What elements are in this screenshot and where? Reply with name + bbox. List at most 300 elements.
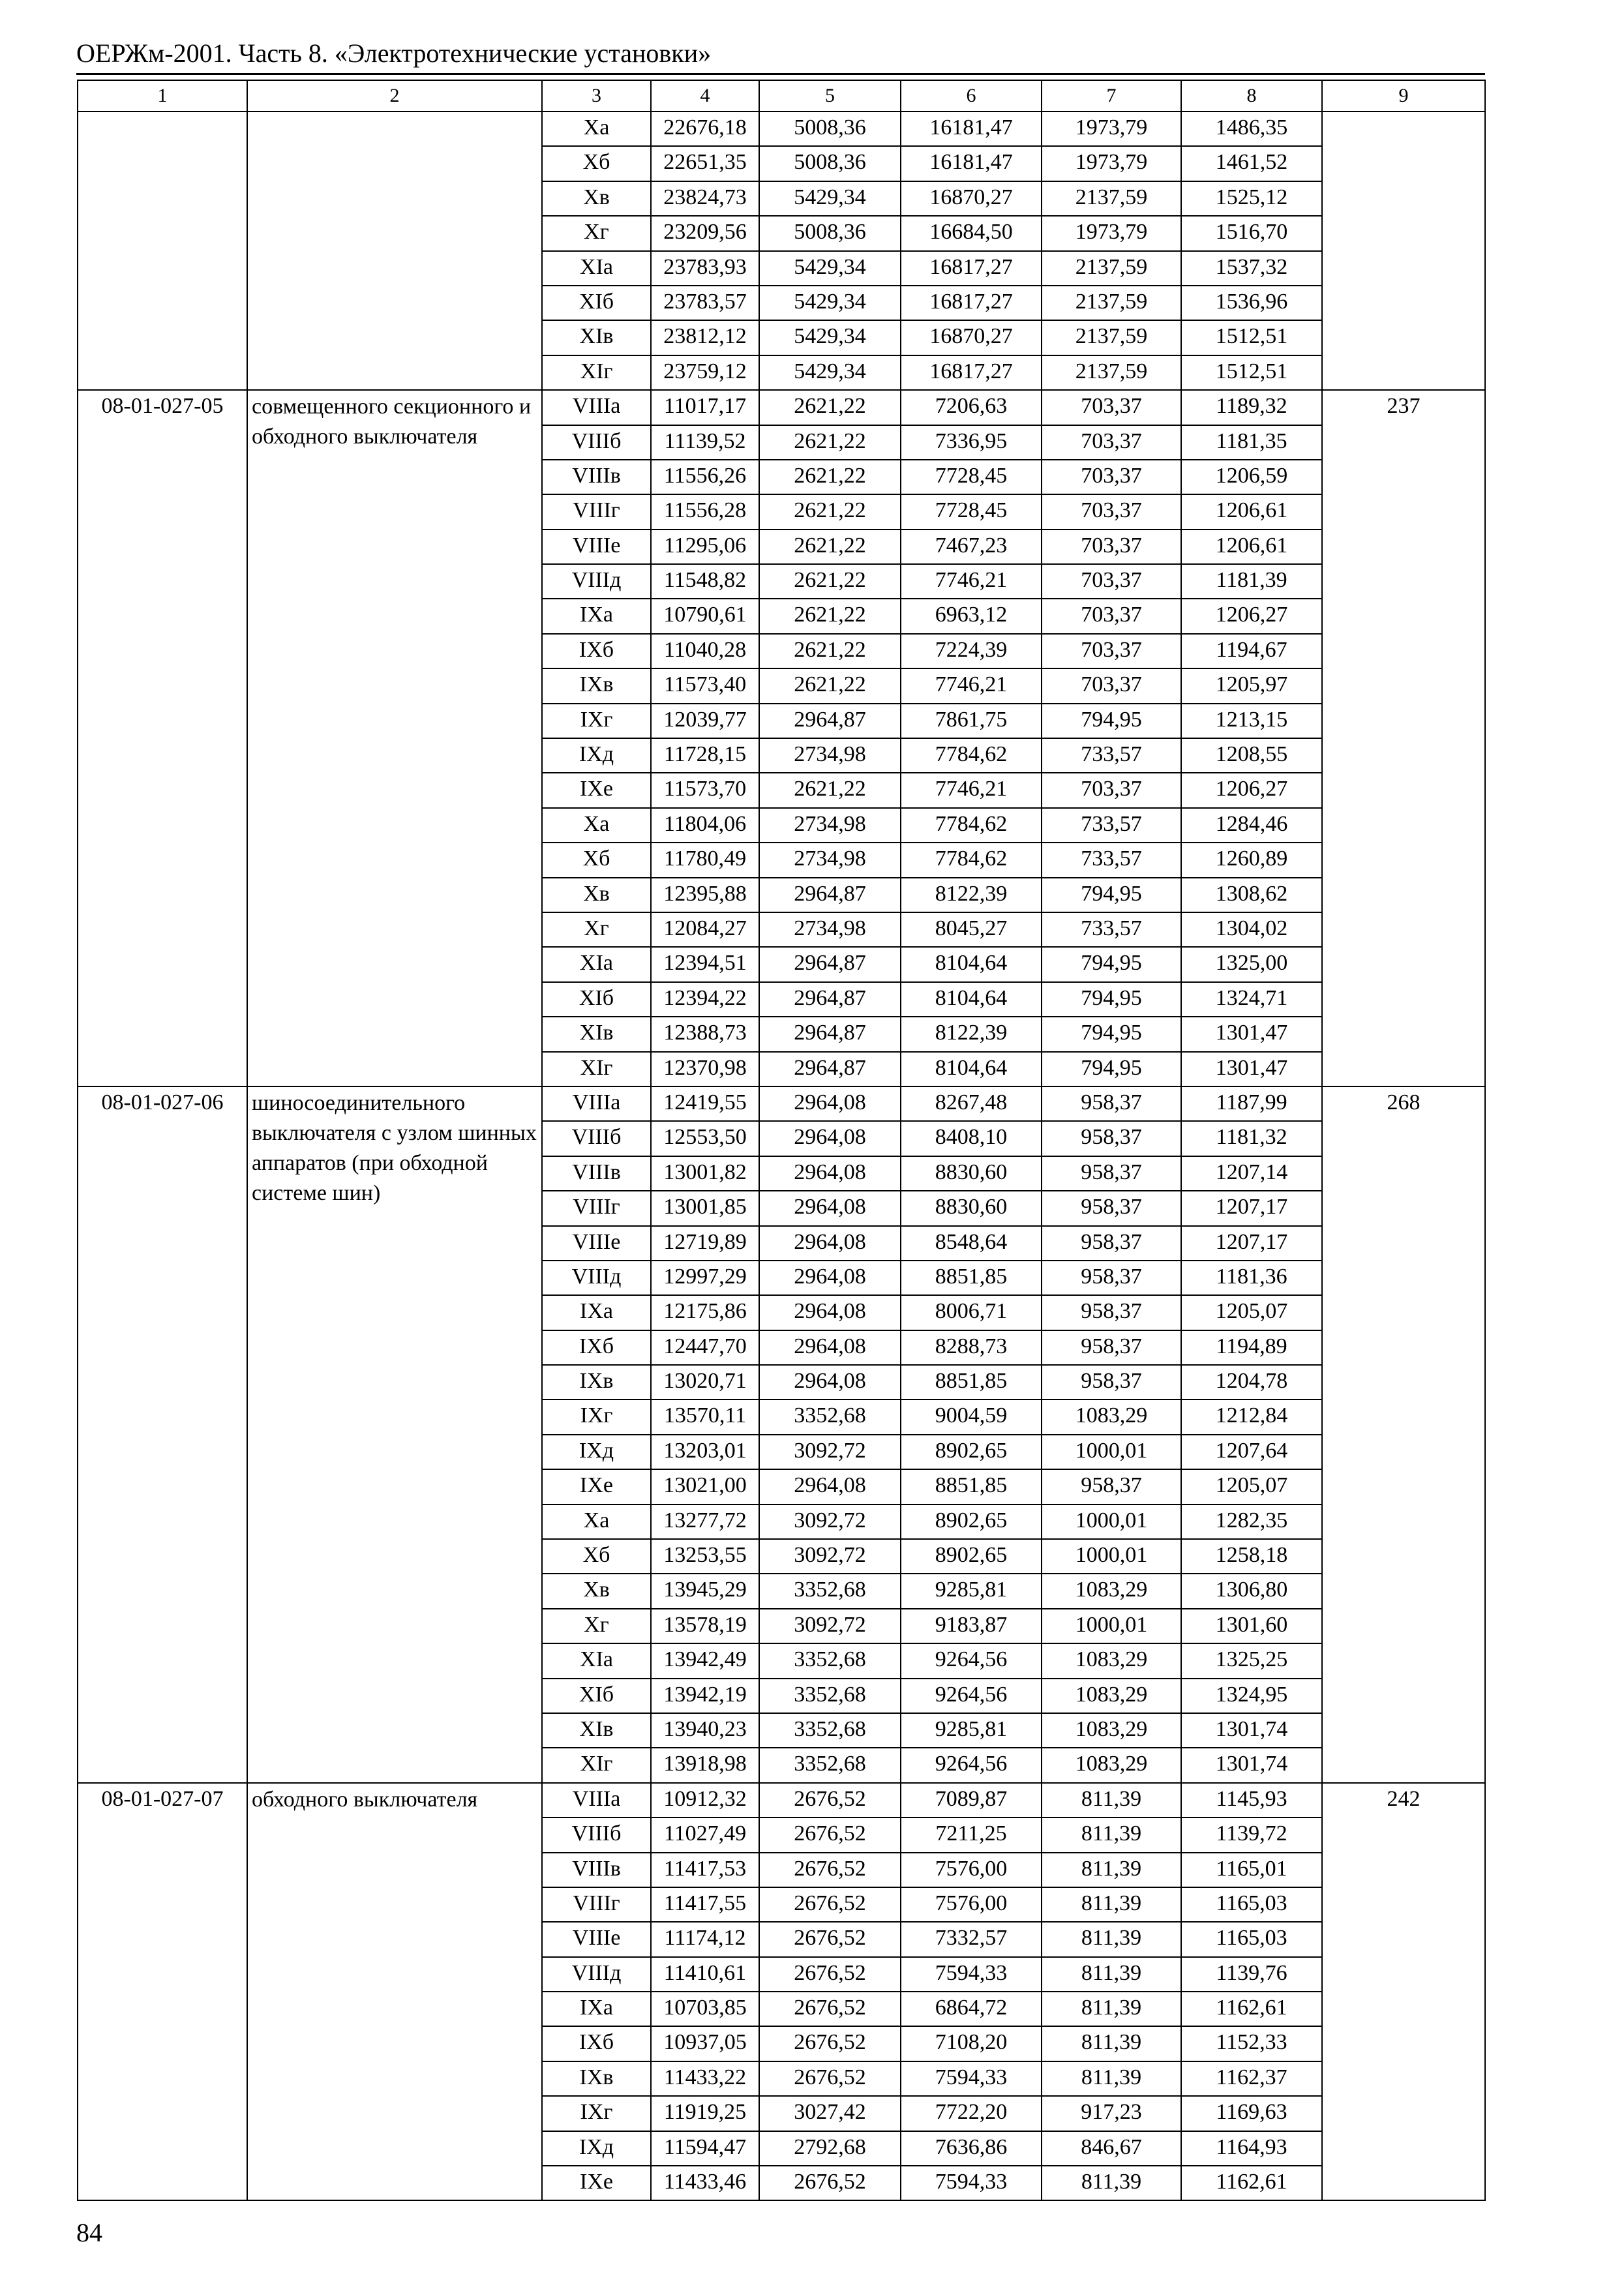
operator-wage: 1000,01 — [1042, 1609, 1181, 1643]
zone-code: Xб — [542, 146, 651, 181]
total-cost: 11780,49 — [651, 843, 759, 877]
operator-wage: 2137,59 — [1042, 251, 1181, 286]
item-code — [78, 112, 247, 390]
materials-cost: 1208,55 — [1181, 738, 1322, 773]
operator-wage: 811,39 — [1042, 2026, 1181, 2061]
labor-cost: 2964,08 — [759, 1261, 901, 1295]
labor-cost: 2964,87 — [759, 1017, 901, 1051]
operator-wage: 703,37 — [1042, 494, 1181, 529]
operator-wage: 1000,01 — [1042, 1435, 1181, 1469]
operator-wage: 1083,29 — [1042, 1643, 1181, 1678]
materials-cost: 1324,71 — [1181, 982, 1322, 1017]
materials-cost: 1301,74 — [1181, 1713, 1322, 1748]
operator-wage: 1973,79 — [1042, 146, 1181, 181]
machine-cost: 8288,73 — [901, 1330, 1042, 1365]
zone-code: VIIIб — [542, 1121, 651, 1156]
materials-cost: 1169,63 — [1181, 2096, 1322, 2131]
total-cost: 12395,88 — [651, 878, 759, 912]
column-header: 6 — [901, 80, 1042, 112]
total-cost: 13942,49 — [651, 1643, 759, 1678]
column-header: 8 — [1181, 80, 1322, 112]
total-cost: 10912,32 — [651, 1783, 759, 1818]
total-cost: 11548,82 — [651, 564, 759, 599]
operator-wage: 1973,79 — [1042, 112, 1181, 146]
operator-wage: 811,39 — [1042, 2061, 1181, 2096]
labor-cost: 2734,98 — [759, 808, 901, 843]
labor-cost: 2676,52 — [759, 2166, 901, 2200]
zone-code: IXв — [542, 668, 651, 703]
operator-wage: 1973,79 — [1042, 216, 1181, 250]
zone-code: VIIIе — [542, 1226, 651, 1261]
operator-wage: 958,37 — [1042, 1156, 1181, 1191]
operator-wage: 917,23 — [1042, 2096, 1181, 2131]
total-cost: 11573,70 — [651, 773, 759, 807]
operator-wage: 1083,29 — [1042, 1574, 1181, 1608]
machine-cost: 8851,85 — [901, 1365, 1042, 1399]
page-number: 84 — [76, 2218, 102, 2247]
materials-cost: 1304,02 — [1181, 912, 1322, 947]
labor-cost: 2676,52 — [759, 1853, 901, 1887]
machine-cost: 7746,21 — [901, 668, 1042, 703]
total-cost: 12719,89 — [651, 1226, 759, 1261]
materials-cost: 1162,61 — [1181, 2166, 1322, 2200]
zone-code: Xв — [542, 1574, 651, 1608]
machine-cost: 7206,63 — [901, 390, 1042, 425]
total-cost: 12447,70 — [651, 1330, 759, 1365]
operator-wage: 794,95 — [1042, 982, 1181, 1017]
total-cost: 12553,50 — [651, 1121, 759, 1156]
materials-cost: 1207,17 — [1181, 1226, 1322, 1261]
machine-cost: 7594,33 — [901, 1957, 1042, 1992]
total-cost: 12175,86 — [651, 1295, 759, 1330]
zone-code: IXа — [542, 599, 651, 633]
total-cost: 11027,49 — [651, 1818, 759, 1852]
materials-cost: 1325,00 — [1181, 947, 1322, 981]
labor-cost: 3092,72 — [759, 1504, 901, 1539]
labor-cost: 2734,98 — [759, 912, 901, 947]
operator-wage: 2137,59 — [1042, 286, 1181, 320]
materials-cost: 1301,47 — [1181, 1052, 1322, 1086]
labor-cost: 3352,68 — [759, 1679, 901, 1713]
zone-code: VIIIа — [542, 1783, 651, 1818]
total-cost: 10790,61 — [651, 599, 759, 633]
labor-cost: 2621,22 — [759, 460, 901, 494]
total-cost: 11728,15 — [651, 738, 759, 773]
zone-code: Xб — [542, 1539, 651, 1574]
materials-cost: 1139,72 — [1181, 1818, 1322, 1852]
labor-cost: 2964,87 — [759, 704, 901, 738]
machine-cost: 6864,72 — [901, 1992, 1042, 2026]
materials-cost: 1165,03 — [1181, 1887, 1322, 1922]
materials-cost: 1284,46 — [1181, 808, 1322, 843]
materials-cost: 1205,97 — [1181, 668, 1322, 703]
materials-cost: 1301,47 — [1181, 1017, 1322, 1051]
column-header: 5 — [759, 80, 901, 112]
materials-cost: 1212,84 — [1181, 1399, 1322, 1434]
total-cost: 11556,26 — [651, 460, 759, 494]
labor-cost: 3092,72 — [759, 1609, 901, 1643]
column-number-row — [78, 80, 1485, 112]
zone-code: VIIIд — [542, 564, 651, 599]
machine-cost: 9264,56 — [901, 1748, 1042, 1782]
operator-wage: 811,39 — [1042, 1957, 1181, 1992]
total-cost: 13940,23 — [651, 1713, 759, 1748]
zone-code: XIа — [542, 251, 651, 286]
total-cost: 13020,71 — [651, 1365, 759, 1399]
operator-wage: 1000,01 — [1042, 1504, 1181, 1539]
column-header: 1 — [78, 80, 247, 112]
zone-code: IXв — [542, 1365, 651, 1399]
machine-cost: 7594,33 — [901, 2061, 1042, 2096]
zone-code: XIв — [542, 1713, 651, 1748]
total-cost: 10937,05 — [651, 2026, 759, 2061]
labor-cost: 2621,22 — [759, 390, 901, 425]
labor-cost: 3352,68 — [759, 1399, 901, 1434]
labor-cost: 5429,34 — [759, 181, 901, 216]
materials-cost: 1536,96 — [1181, 286, 1322, 320]
labor-cost: 2964,08 — [759, 1295, 901, 1330]
machine-cost: 8045,27 — [901, 912, 1042, 947]
total-cost: 11594,47 — [651, 2131, 759, 2166]
zone-code: IXа — [542, 1992, 651, 2026]
operator-wage: 958,37 — [1042, 1121, 1181, 1156]
machine-cost: 7108,20 — [901, 2026, 1042, 2061]
price-table — [77, 80, 1486, 2201]
labor-cost: 2964,08 — [759, 1086, 901, 1121]
operator-wage: 958,37 — [1042, 1226, 1181, 1261]
labor-cost: 5008,36 — [759, 112, 901, 146]
total-cost: 11139,52 — [651, 425, 759, 460]
operator-wage: 958,37 — [1042, 1191, 1181, 1225]
operator-wage: 703,37 — [1042, 668, 1181, 703]
zone-code: IXе — [542, 1469, 651, 1504]
labor-cost: 2964,08 — [759, 1191, 901, 1225]
item-description: обходного выключателя — [247, 1783, 542, 2201]
labor-cost: 5429,34 — [759, 320, 901, 355]
materials-cost: 1486,35 — [1181, 112, 1322, 146]
zone-code: IXд — [542, 738, 651, 773]
machine-cost: 7332,57 — [901, 1922, 1042, 1956]
total-cost: 12394,22 — [651, 982, 759, 1017]
materials-cost: 1525,12 — [1181, 181, 1322, 216]
zone-code: XIв — [542, 1017, 651, 1051]
machine-cost: 7089,87 — [901, 1783, 1042, 1818]
operator-wage: 811,39 — [1042, 1992, 1181, 2026]
total-cost: 11919,25 — [651, 2096, 759, 2131]
machine-cost: 8006,71 — [901, 1295, 1042, 1330]
total-cost: 23759,12 — [651, 355, 759, 390]
labor-cost: 2621,22 — [759, 425, 901, 460]
materials-cost: 1162,37 — [1181, 2061, 1322, 2096]
zone-code: IXе — [542, 773, 651, 807]
labor-cost: 2676,52 — [759, 1818, 901, 1852]
operator-wage: 958,37 — [1042, 1261, 1181, 1295]
total-cost: 11410,61 — [651, 1957, 759, 1992]
zone-code: VIIIа — [542, 1086, 651, 1121]
labor-cost: 2621,22 — [759, 634, 901, 668]
machine-cost: 8104,64 — [901, 1052, 1042, 1086]
zone-code: VIIIб — [542, 1818, 651, 1852]
materials-cost: 1325,25 — [1181, 1643, 1322, 1678]
table-row — [78, 1783, 1485, 1818]
operator-wage: 703,37 — [1042, 460, 1181, 494]
total-cost: 23783,57 — [651, 286, 759, 320]
materials-cost: 1258,18 — [1181, 1539, 1322, 1574]
column-header: 2 — [247, 80, 542, 112]
total-cost: 11556,28 — [651, 494, 759, 529]
zone-code: VIIIе — [542, 1922, 651, 1956]
operator-wage: 733,57 — [1042, 912, 1181, 947]
column-header: 4 — [651, 80, 759, 112]
item-code: 08-01-027-07 — [78, 1783, 247, 2201]
machine-cost: 7728,45 — [901, 494, 1042, 529]
item-code: 08-01-027-05 — [78, 390, 247, 1086]
machine-cost: 16870,27 — [901, 320, 1042, 355]
machine-cost: 6963,12 — [901, 599, 1042, 633]
materials-cost: 1301,60 — [1181, 1609, 1322, 1643]
labor-cost: 5008,36 — [759, 216, 901, 250]
operator-wage: 958,37 — [1042, 1086, 1181, 1121]
materials-cost: 1260,89 — [1181, 843, 1322, 877]
zone-code: VIIIв — [542, 1853, 651, 1887]
zone-code: VIIIа — [542, 390, 651, 425]
labor-cost: 2621,22 — [759, 564, 901, 599]
materials-cost: 1306,80 — [1181, 1574, 1322, 1608]
machine-cost: 8830,60 — [901, 1191, 1042, 1225]
machine-cost: 8902,65 — [901, 1539, 1042, 1574]
total-cost: 22676,18 — [651, 112, 759, 146]
materials-cost: 1194,67 — [1181, 634, 1322, 668]
total-cost: 11295,06 — [651, 530, 759, 564]
labor-cost: 3352,68 — [759, 1748, 901, 1782]
total-cost: 23209,56 — [651, 216, 759, 250]
zone-code: IXд — [542, 1435, 651, 1469]
operator-wage: 733,57 — [1042, 808, 1181, 843]
zone-code: IXе — [542, 2166, 651, 2200]
machine-cost: 7576,00 — [901, 1887, 1042, 1922]
machine-cost: 8267,48 — [901, 1086, 1042, 1121]
total-cost: 11804,06 — [651, 808, 759, 843]
materials-cost: 1165,03 — [1181, 1922, 1322, 1956]
materials-cost: 1537,32 — [1181, 251, 1322, 286]
operator-wage: 811,39 — [1042, 1818, 1181, 1852]
zone-code: XIа — [542, 1643, 651, 1678]
labor-cost: 3352,68 — [759, 1574, 901, 1608]
operator-wage: 733,57 — [1042, 738, 1181, 773]
materials-cost: 1181,36 — [1181, 1261, 1322, 1295]
zone-code: Xб — [542, 843, 651, 877]
zone-code: Xа — [542, 112, 651, 146]
operator-wage: 1083,29 — [1042, 1748, 1181, 1782]
operator-wage: 794,95 — [1042, 704, 1181, 738]
machine-cost: 9183,87 — [901, 1609, 1042, 1643]
total-cost: 11417,55 — [651, 1887, 759, 1922]
operator-wage: 811,39 — [1042, 1783, 1181, 1818]
machine-cost: 7211,25 — [901, 1818, 1042, 1852]
materials-cost: 1206,27 — [1181, 599, 1322, 633]
machine-cost: 9264,56 — [901, 1679, 1042, 1713]
machine-cost: 16684,50 — [901, 216, 1042, 250]
materials-cost: 1181,39 — [1181, 564, 1322, 599]
labor-cost: 3027,42 — [759, 2096, 901, 2131]
labor-cost: 2676,52 — [759, 1992, 901, 2026]
item-description: совмещенного секционного и обходного выключателя — [247, 390, 542, 1086]
machine-cost: 8851,85 — [901, 1469, 1042, 1504]
machine-cost: 8104,64 — [901, 982, 1042, 1017]
materials-cost: 1152,33 — [1181, 2026, 1322, 2061]
machine-cost: 8104,64 — [901, 947, 1042, 981]
machine-cost: 8548,64 — [901, 1226, 1042, 1261]
zone-code: XIа — [542, 947, 651, 981]
materials-cost: 1308,62 — [1181, 878, 1322, 912]
operator-wage: 811,39 — [1042, 1853, 1181, 1887]
item-code: 08-01-027-06 — [78, 1086, 247, 1783]
zone-code: IXа — [542, 1295, 651, 1330]
operator-wage: 794,95 — [1042, 1017, 1181, 1051]
labor-cost: 2964,87 — [759, 878, 901, 912]
labor-cost: 2621,22 — [759, 530, 901, 564]
machine-cost: 7861,75 — [901, 704, 1042, 738]
zone-code: Xа — [542, 808, 651, 843]
labor-hours: 242 — [1322, 1783, 1485, 2201]
machine-cost: 16817,27 — [901, 251, 1042, 286]
machine-cost: 7746,21 — [901, 773, 1042, 807]
column-header: 3 — [542, 80, 651, 112]
labor-cost: 2676,52 — [759, 1887, 901, 1922]
total-cost: 11433,46 — [651, 2166, 759, 2200]
labor-cost: 2621,22 — [759, 599, 901, 633]
total-cost: 12394,51 — [651, 947, 759, 981]
zone-code: VIIIг — [542, 1191, 651, 1225]
machine-cost: 8408,10 — [901, 1121, 1042, 1156]
zone-code: IXб — [542, 1330, 651, 1365]
operator-wage: 811,39 — [1042, 2166, 1181, 2200]
zone-code: Xа — [542, 1504, 651, 1539]
zone-code: Xг — [542, 912, 651, 947]
total-cost: 11174,12 — [651, 1922, 759, 1956]
machine-cost: 7784,62 — [901, 843, 1042, 877]
materials-cost: 1282,35 — [1181, 1504, 1322, 1539]
total-cost: 12370,98 — [651, 1052, 759, 1086]
machine-cost: 16817,27 — [901, 286, 1042, 320]
labor-cost: 5429,34 — [759, 251, 901, 286]
total-cost: 12388,73 — [651, 1017, 759, 1051]
operator-wage: 703,37 — [1042, 773, 1181, 807]
materials-cost: 1139,76 — [1181, 1957, 1322, 1992]
operator-wage: 1083,29 — [1042, 1713, 1181, 1748]
page-header-title: ОЕРЖм-2001. Часть 8. «Электротехнические установки» — [76, 38, 712, 68]
total-cost: 12084,27 — [651, 912, 759, 947]
labor-cost: 2964,87 — [759, 982, 901, 1017]
table-row — [78, 112, 1485, 146]
labor-cost: 5008,36 — [759, 146, 901, 181]
zone-code: IXг — [542, 704, 651, 738]
operator-wage: 703,37 — [1042, 425, 1181, 460]
total-cost: 23812,12 — [651, 320, 759, 355]
item-description: шиносоединительного выключателя с узлом шинных аппаратов (при обходной системе шин) — [247, 1086, 542, 1783]
machine-cost: 7784,62 — [901, 738, 1042, 773]
operator-wage: 703,37 — [1042, 599, 1181, 633]
labor-cost: 2621,22 — [759, 668, 901, 703]
operator-wage: 2137,59 — [1042, 355, 1181, 390]
total-cost: 13918,98 — [651, 1748, 759, 1782]
labor-cost: 2621,22 — [759, 773, 901, 807]
machine-cost: 16181,47 — [901, 146, 1042, 181]
labor-cost: 2964,08 — [759, 1226, 901, 1261]
zone-code: VIIIв — [542, 460, 651, 494]
materials-cost: 1512,51 — [1181, 320, 1322, 355]
machine-cost: 8902,65 — [901, 1504, 1042, 1539]
materials-cost: 1145,93 — [1181, 1783, 1322, 1818]
materials-cost: 1324,95 — [1181, 1679, 1322, 1713]
machine-cost: 16181,47 — [901, 112, 1042, 146]
labor-cost: 2964,87 — [759, 947, 901, 981]
materials-cost: 1165,01 — [1181, 1853, 1322, 1887]
item-description — [247, 112, 542, 390]
labor-cost: 5429,34 — [759, 286, 901, 320]
total-cost: 23783,93 — [651, 251, 759, 286]
machine-cost: 7722,20 — [901, 2096, 1042, 2131]
labor-cost: 2964,08 — [759, 1121, 901, 1156]
materials-cost: 1164,93 — [1181, 2131, 1322, 2166]
labor-cost: 3352,68 — [759, 1713, 901, 1748]
total-cost: 13253,55 — [651, 1539, 759, 1574]
materials-cost: 1162,61 — [1181, 1992, 1322, 2026]
table-row — [78, 390, 1485, 425]
operator-wage: 811,39 — [1042, 1922, 1181, 1956]
materials-cost: 1205,07 — [1181, 1295, 1322, 1330]
total-cost: 13277,72 — [651, 1504, 759, 1539]
machine-cost: 8122,39 — [901, 1017, 1042, 1051]
zone-code: VIIIд — [542, 1261, 651, 1295]
operator-wage: 794,95 — [1042, 878, 1181, 912]
zone-code: XIб — [542, 982, 651, 1017]
operator-wage: 958,37 — [1042, 1330, 1181, 1365]
zone-code: XIг — [542, 1052, 651, 1086]
zone-code: VIIIе — [542, 530, 651, 564]
total-cost: 22651,35 — [651, 146, 759, 181]
total-cost: 13021,00 — [651, 1469, 759, 1504]
labor-cost: 5429,34 — [759, 355, 901, 390]
materials-cost: 1207,17 — [1181, 1191, 1322, 1225]
zone-code: VIIIд — [542, 1957, 651, 1992]
operator-wage: 958,37 — [1042, 1295, 1181, 1330]
machine-cost: 7576,00 — [901, 1853, 1042, 1887]
zone-code: Xв — [542, 878, 651, 912]
materials-cost: 1301,74 — [1181, 1748, 1322, 1782]
machine-cost: 7784,62 — [901, 808, 1042, 843]
labor-cost: 2676,52 — [759, 2026, 901, 2061]
total-cost: 23824,73 — [651, 181, 759, 216]
labor-hours: 268 — [1322, 1086, 1485, 1783]
zone-code: IXг — [542, 1399, 651, 1434]
labor-cost: 2621,22 — [759, 494, 901, 529]
operator-wage: 703,37 — [1042, 564, 1181, 599]
materials-cost: 1512,51 — [1181, 355, 1322, 390]
total-cost: 11017,17 — [651, 390, 759, 425]
machine-cost: 7746,21 — [901, 564, 1042, 599]
zone-code: VIIIг — [542, 494, 651, 529]
materials-cost: 1516,70 — [1181, 216, 1322, 250]
zone-code: XIб — [542, 1679, 651, 1713]
table-row — [78, 1086, 1485, 1121]
machine-cost: 7467,23 — [901, 530, 1042, 564]
labor-cost: 2676,52 — [759, 2061, 901, 2096]
labor-cost: 2964,08 — [759, 1156, 901, 1191]
materials-cost: 1461,52 — [1181, 146, 1322, 181]
labor-cost: 2734,98 — [759, 738, 901, 773]
zone-code: IXб — [542, 2026, 651, 2061]
